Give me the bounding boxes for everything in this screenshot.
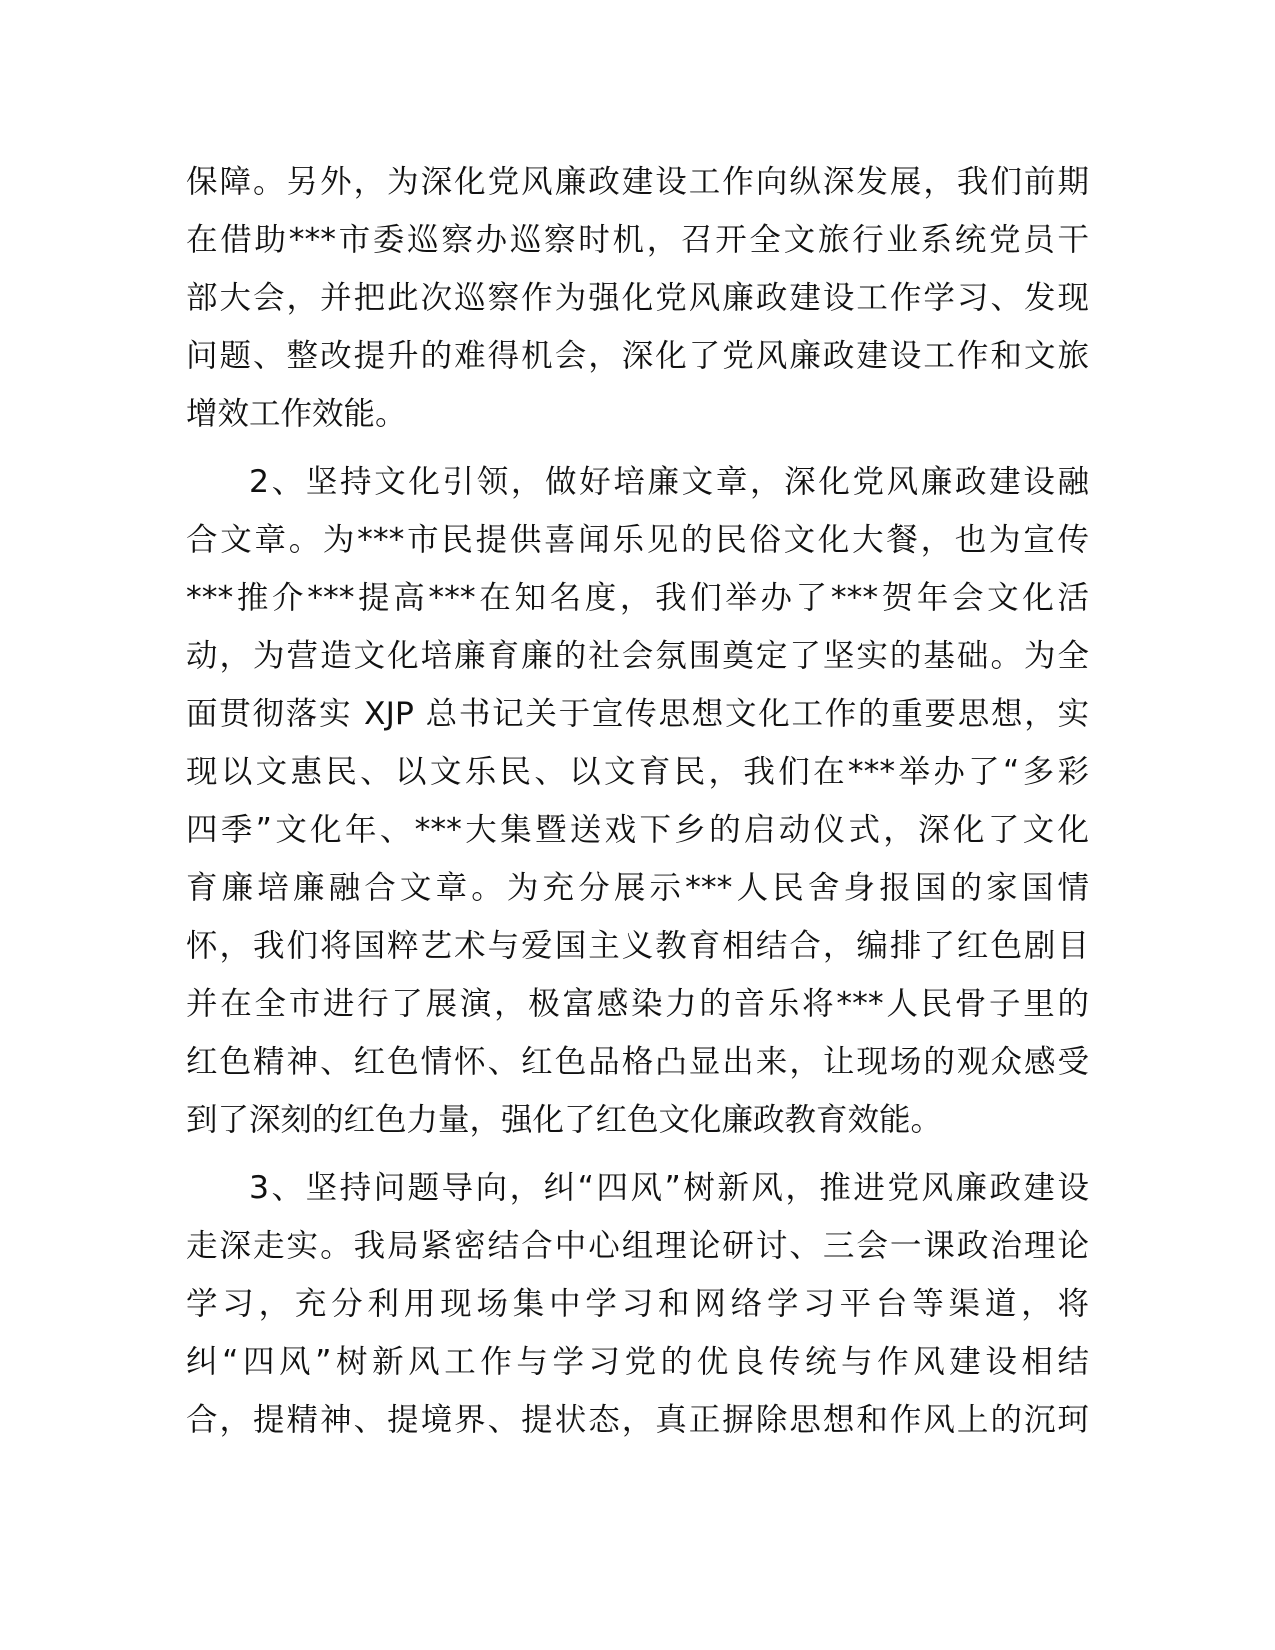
document-body [186, 153, 1089, 1449]
paragraph-3 [186, 1159, 1089, 1449]
text-line: 并在全市进行了展演，极富感染力的音乐将***人民骨子里的 [186, 986, 1089, 1022]
paragraph-spacer [186, 443, 1089, 453]
text-line: 3、坚持问题导向，纠“四风”树新风，推进党风廉政建设 [249, 1170, 1089, 1206]
text-line: 问题、整改提升的难得机会，深化了党风廉政建设工作和文旅 [186, 338, 1089, 374]
text-line: 合，提精神、提境界、提状态，真正摒除思想和作风上的沉珂 [186, 1402, 1089, 1438]
text-line: 怀，我们将国粹艺术与爱国主义教育相结合，编排了红色剧目 [186, 928, 1089, 964]
text-line: 部大会，并把此次巡察作为强化党风廉政建设工作学习、发现 [186, 280, 1089, 316]
text-line: 纠“四风”树新风工作与学习党的优良传统与作风建设相结 [186, 1344, 1089, 1380]
paragraph-2 [186, 453, 1089, 1149]
text-line: 红色精神、红色情怀、红色品格凸显出来，让现场的观众感受 [186, 1044, 1089, 1080]
paragraph-1 [186, 153, 1089, 443]
text-line: 育廉培廉融合文章。为充分展示***人民舍身报国的家国情 [186, 870, 1089, 906]
text-line: 到了深刻的红色力量，强化了红色文化廉政教育效能。 [186, 1102, 943, 1138]
text-line: 保障。另外，为深化党风廉政建设工作向纵深发展，我们前期 [186, 164, 1089, 200]
paragraph-spacer [186, 1149, 1089, 1159]
text-line: 合文章。为***市民提供喜闻乐见的民俗文化大餐，也为宣传 [186, 522, 1089, 558]
text-line: 2、坚持文化引领，做好培廉文章，深化党风廉政建设融 [249, 464, 1089, 500]
text-line: 增效工作效能。 [186, 396, 407, 432]
text-line: 四季”文化年、***大集暨送戏下乡的启动仪式，深化了文化 [186, 812, 1089, 848]
text-line: 现以文惠民、以文乐民、以文育民，我们在***举办了“多彩 [186, 754, 1089, 790]
text-line: 动，为营造文化培廉育廉的社会氛围奠定了坚实的基础。为全 [186, 638, 1089, 674]
text-line: 在借助***市委巡察办巡察时机，召开全文旅行业系统党员干 [186, 222, 1089, 258]
text-line: 走深走实。我局紧密结合中心组理论研讨、三会一课政治理论 [186, 1228, 1089, 1264]
text-line: 学习，充分利用现场集中学习和网络学习平台等渠道，将 [186, 1286, 1089, 1322]
text-line: 面贯彻落实 XJP 总书记关于宣传思想文化工作的重要思想，实 [186, 696, 1089, 732]
text-line: ***推介***提高***在知名度，我们举办了***贺年会文化活 [186, 580, 1089, 616]
